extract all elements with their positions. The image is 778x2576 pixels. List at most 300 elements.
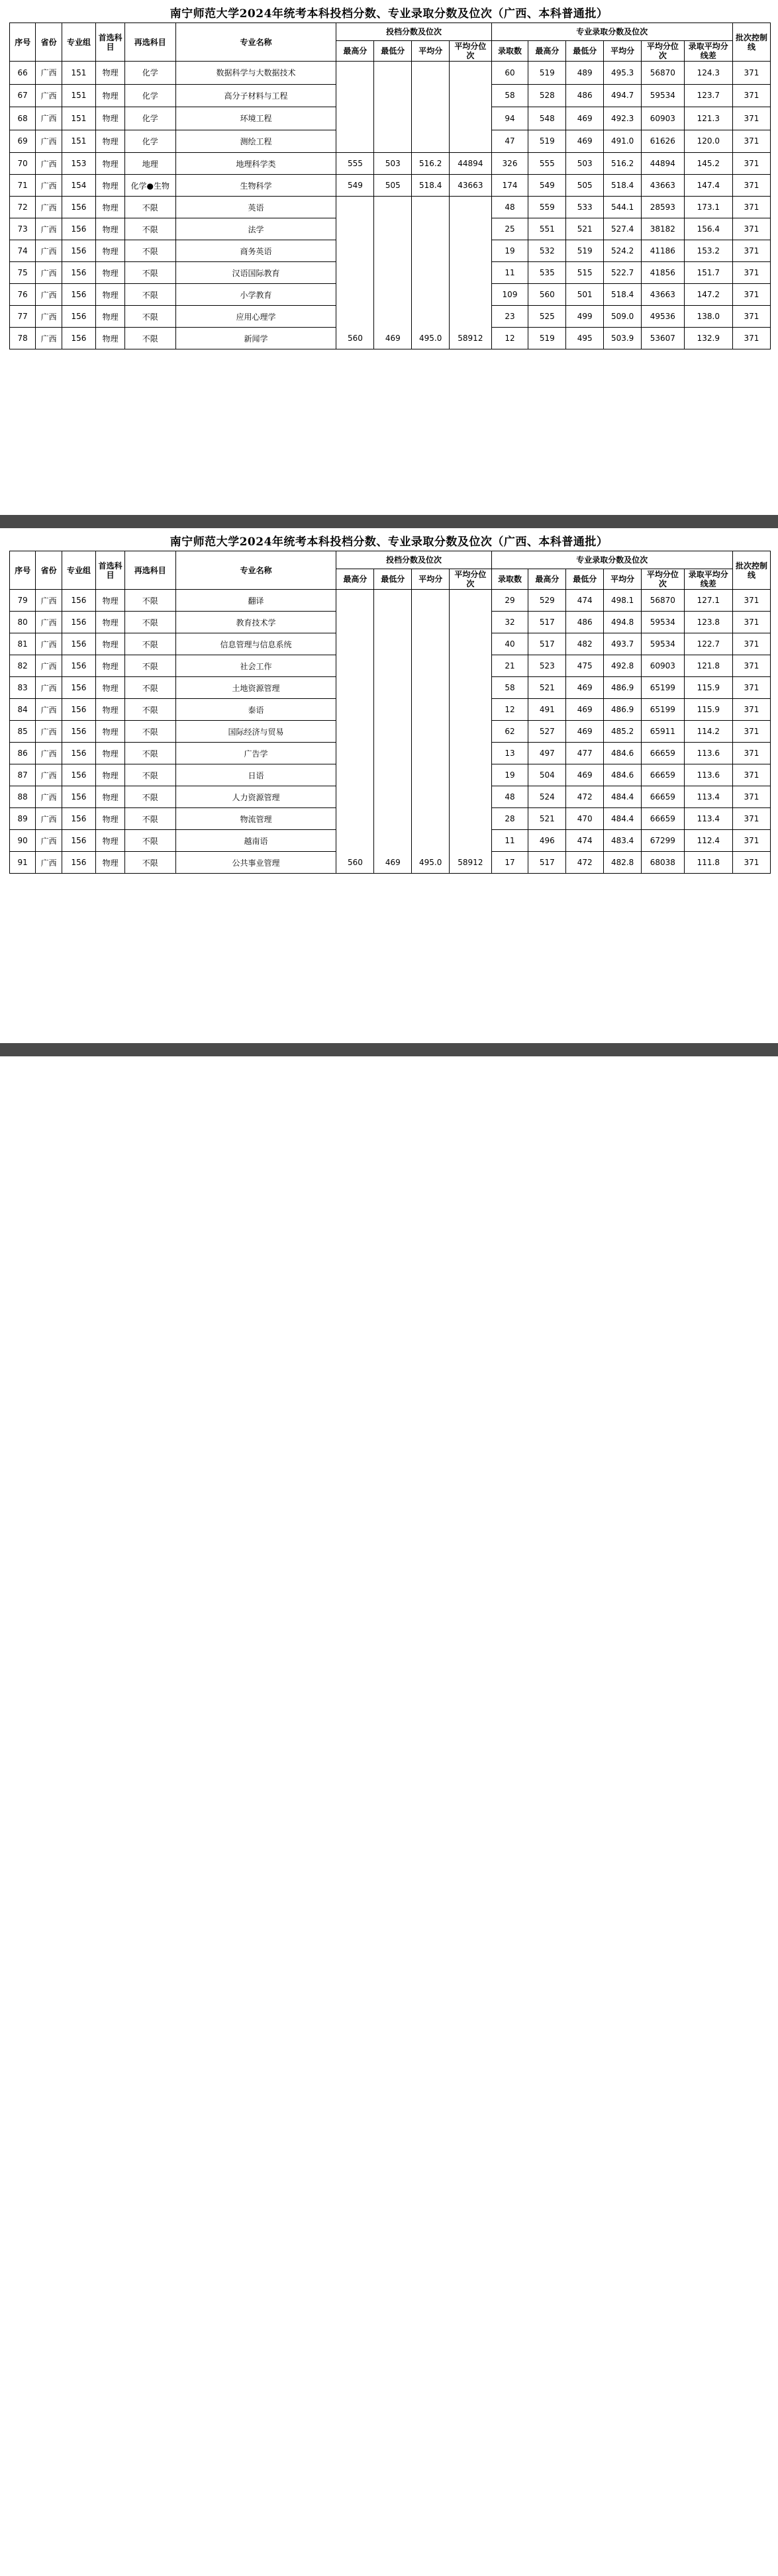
cell-toudang-tmx: 560: [336, 197, 374, 349]
cell-major: 英语: [175, 197, 336, 218]
cell-avg: 486.9: [604, 677, 642, 699]
cell-max: 548: [528, 107, 566, 130]
cell-max: 491: [528, 699, 566, 721]
cell-count: 12: [491, 699, 528, 721]
cell-second-subject: 地理: [124, 153, 175, 175]
cell-avg: 516.2: [604, 153, 642, 175]
cell-province: 广西: [36, 743, 62, 764]
cell-control-line: 371: [732, 808, 770, 830]
cell-second-subject: 不限: [124, 633, 175, 655]
cell-second-subject: 不限: [124, 655, 175, 677]
cell-first-subject: 物理: [96, 655, 125, 677]
cell-max: 525: [528, 306, 566, 328]
cell-major: 信息管理与信息系统: [175, 633, 336, 655]
cell-province: 广西: [36, 197, 62, 218]
cell-seq: 76: [10, 284, 36, 306]
cell-avg-rank: 59534: [642, 612, 685, 633]
cell-group: 156: [62, 677, 95, 699]
cell-control-line: 371: [732, 764, 770, 786]
cell-seq: 88: [10, 786, 36, 808]
cell-diff: 114.2: [684, 721, 732, 743]
cell-major: 环境工程: [175, 107, 336, 130]
cell-count: 32: [491, 612, 528, 633]
cell-second-subject: 化学●生物: [124, 175, 175, 197]
cell-max: 528: [528, 84, 566, 107]
header-first: 首选科目: [96, 551, 125, 590]
cell-province: 广西: [36, 808, 62, 830]
cell-major: 生物科学: [175, 175, 336, 197]
header-second: 再选科目: [124, 551, 175, 590]
cell-second-subject: 不限: [124, 262, 175, 284]
cell-toudang-tmx: [336, 62, 374, 153]
cell-diff: 121.3: [684, 107, 732, 130]
cell-toudang-tavg: [412, 62, 450, 153]
cell-min: 501: [566, 284, 604, 306]
cell-avg-rank: 53607: [642, 328, 685, 349]
cell-second-subject: 不限: [124, 677, 175, 699]
cell-seq: 89: [10, 808, 36, 830]
cell-count: 40: [491, 633, 528, 655]
cell-count: 62: [491, 721, 528, 743]
header-major: 专业名称: [175, 551, 336, 590]
document: [0, 0, 778, 1056]
cell-group: 156: [62, 590, 95, 612]
cell-major: 法学: [175, 218, 336, 240]
header-min: 最低分: [374, 569, 412, 590]
cell-province: 广西: [36, 852, 62, 874]
cell-seq: 82: [10, 655, 36, 677]
cell-major: 越南语: [175, 830, 336, 852]
cell-major: 小学教育: [175, 284, 336, 306]
cell-min: 521: [566, 218, 604, 240]
cell-max: 521: [528, 808, 566, 830]
cell-min: 469: [566, 721, 604, 743]
cell-seq: 70: [10, 153, 36, 175]
cell-count: 17: [491, 852, 528, 874]
cell-group: 156: [62, 743, 95, 764]
header-avg_rank2: 平均分位次: [642, 569, 685, 590]
cell-first-subject: 物理: [96, 830, 125, 852]
cell-major: 应用心理学: [175, 306, 336, 328]
header-toudang: 投档分数及位次: [336, 551, 491, 569]
cell-seq: 73: [10, 218, 36, 240]
cell-control-line: 371: [732, 197, 770, 218]
cell-min: 495: [566, 328, 604, 349]
cell-avg-rank: 43663: [642, 284, 685, 306]
cell-max: 524: [528, 786, 566, 808]
cell-avg-rank: 66659: [642, 764, 685, 786]
cell-first-subject: 物理: [96, 240, 125, 262]
cell-second-subject: 不限: [124, 197, 175, 218]
cell-second-subject: 不限: [124, 830, 175, 852]
cell-seq: 84: [10, 699, 36, 721]
table-row: [10, 153, 771, 175]
cell-seq: 68: [10, 107, 36, 130]
cell-second-subject: 不限: [124, 284, 175, 306]
cell-province: 广西: [36, 107, 62, 130]
cell-diff: 113.6: [684, 743, 732, 764]
cell-first-subject: 物理: [96, 197, 125, 218]
cell-avg: 484.6: [604, 764, 642, 786]
header-avg: 平均分: [412, 569, 450, 590]
cell-count: 13: [491, 743, 528, 764]
cell-min: 482: [566, 633, 604, 655]
cell-diff: 123.8: [684, 612, 732, 633]
cell-diff: 121.8: [684, 655, 732, 677]
table-row: [10, 197, 771, 218]
cell-control-line: 371: [732, 655, 770, 677]
cell-diff: 112.4: [684, 830, 732, 852]
cell-second-subject: 不限: [124, 786, 175, 808]
cell-avg: 482.8: [604, 852, 642, 874]
cell-min: 519: [566, 240, 604, 262]
cell-control-line: 371: [732, 633, 770, 655]
cell-major: 公共事业管理: [175, 852, 336, 874]
cell-avg-rank: 59534: [642, 84, 685, 107]
cell-major: 教育技术学: [175, 612, 336, 633]
cell-control-line: 371: [732, 699, 770, 721]
cell-count: 174: [491, 175, 528, 197]
cell-avg-rank: 41856: [642, 262, 685, 284]
cell-avg-rank: 65199: [642, 699, 685, 721]
cell-max: 496: [528, 830, 566, 852]
cell-max: 517: [528, 633, 566, 655]
cell-max: 519: [528, 130, 566, 153]
cell-first-subject: 物理: [96, 808, 125, 830]
cell-control-line: 371: [732, 240, 770, 262]
cell-second-subject: 不限: [124, 852, 175, 874]
cell-max: 559: [528, 197, 566, 218]
cell-max: 519: [528, 328, 566, 349]
cell-province: 广西: [36, 590, 62, 612]
cell-avg: 492.3: [604, 107, 642, 130]
cell-toudang-tmn: 469: [374, 197, 412, 349]
cell-max: 529: [528, 590, 566, 612]
cell-avg: 495.3: [604, 62, 642, 85]
cell-avg-rank: 65199: [642, 677, 685, 699]
cell-group: 156: [62, 306, 95, 328]
cell-first-subject: 物理: [96, 328, 125, 349]
cell-avg-rank: 66659: [642, 808, 685, 830]
cell-min: 474: [566, 830, 604, 852]
cell-control-line: 371: [732, 590, 770, 612]
header-avg_rank: 平均分位次: [450, 569, 491, 590]
cell-first-subject: 物理: [96, 699, 125, 721]
cell-seq: 66: [10, 62, 36, 85]
cell-second-subject: 不限: [124, 721, 175, 743]
cell-count: 25: [491, 218, 528, 240]
header-luqu: 专业录取分数及位次: [491, 23, 732, 41]
cell-seq: 90: [10, 830, 36, 852]
cell-min: 499: [566, 306, 604, 328]
cell-max: 517: [528, 612, 566, 633]
cell-avg-rank: 61626: [642, 130, 685, 153]
cell-diff: 173.1: [684, 197, 732, 218]
cell-count: 326: [491, 153, 528, 175]
cell-province: 广西: [36, 721, 62, 743]
cell-second-subject: 化学: [124, 107, 175, 130]
cell-avg-rank: 59534: [642, 633, 685, 655]
header-first: 首选科目: [96, 23, 125, 62]
cell-diff: 120.0: [684, 130, 732, 153]
header-max2: 最高分: [528, 41, 566, 62]
cell-group: 156: [62, 240, 95, 262]
cell-control-line: 371: [732, 262, 770, 284]
cell-diff: 147.2: [684, 284, 732, 306]
cell-diff: 147.4: [684, 175, 732, 197]
cell-first-subject: 物理: [96, 306, 125, 328]
cell-avg-rank: 60903: [642, 107, 685, 130]
cell-avg: 486.9: [604, 699, 642, 721]
cell-avg: 522.7: [604, 262, 642, 284]
cell-control-line: 371: [732, 175, 770, 197]
header-avg2: 平均分: [604, 41, 642, 62]
header-count: 录取数: [491, 41, 528, 62]
cell-first-subject: 物理: [96, 153, 125, 175]
cell-major: 翻译: [175, 590, 336, 612]
cell-major: 商务英语: [175, 240, 336, 262]
cell-max: 551: [528, 218, 566, 240]
cell-diff: 156.4: [684, 218, 732, 240]
cell-toudang-trank: 58912: [450, 197, 491, 349]
cell-seq: 79: [10, 590, 36, 612]
cell-province: 广西: [36, 306, 62, 328]
cell-first-subject: 物理: [96, 633, 125, 655]
cell-diff: 113.6: [684, 764, 732, 786]
cell-toudang-tavg: 518.4: [412, 175, 450, 197]
cell-count: 19: [491, 764, 528, 786]
table-row: [10, 175, 771, 197]
cell-group: 156: [62, 699, 95, 721]
cell-seq: 74: [10, 240, 36, 262]
cell-group: 156: [62, 786, 95, 808]
cell-count: 47: [491, 130, 528, 153]
cell-count: 109: [491, 284, 528, 306]
cell-min: 472: [566, 786, 604, 808]
cell-diff: 145.2: [684, 153, 732, 175]
cell-major: 日语: [175, 764, 336, 786]
table-row: [10, 590, 771, 612]
cell-toudang-tmn: 505: [374, 175, 412, 197]
cell-min: 477: [566, 743, 604, 764]
cell-control-line: 371: [732, 62, 770, 85]
cell-min: 505: [566, 175, 604, 197]
cell-avg-rank: 60903: [642, 655, 685, 677]
cell-group: 156: [62, 328, 95, 349]
cell-diff: 115.9: [684, 677, 732, 699]
cell-seq: 81: [10, 633, 36, 655]
cell-seq: 77: [10, 306, 36, 328]
cell-province: 广西: [36, 612, 62, 633]
cell-control-line: 371: [732, 721, 770, 743]
cell-first-subject: 物理: [96, 852, 125, 874]
header-ctrl: 批次控制线: [732, 551, 770, 590]
cell-diff: 138.0: [684, 306, 732, 328]
cell-group: 156: [62, 808, 95, 830]
cell-first-subject: 物理: [96, 130, 125, 153]
header-min2: 最低分: [566, 569, 604, 590]
cell-count: 28: [491, 808, 528, 830]
cell-second-subject: 不限: [124, 808, 175, 830]
cell-toudang-tmx: 549: [336, 175, 374, 197]
cell-avg-rank: 56870: [642, 62, 685, 85]
cell-second-subject: 化学: [124, 62, 175, 85]
header-seq: 序号: [10, 551, 36, 590]
cell-diff: 127.1: [684, 590, 732, 612]
cell-province: 广西: [36, 240, 62, 262]
cell-count: 29: [491, 590, 528, 612]
cell-avg-rank: 56870: [642, 590, 685, 612]
cell-major: 社会工作: [175, 655, 336, 677]
cell-max: 532: [528, 240, 566, 262]
cell-max: 497: [528, 743, 566, 764]
cell-first-subject: 物理: [96, 175, 125, 197]
cell-province: 广西: [36, 84, 62, 107]
cell-first-subject: 物理: [96, 786, 125, 808]
cell-min: 472: [566, 852, 604, 874]
cell-seq: 91: [10, 852, 36, 874]
cell-seq: 80: [10, 612, 36, 633]
cell-major: 测绘工程: [175, 130, 336, 153]
cell-group: 151: [62, 107, 95, 130]
cell-first-subject: 物理: [96, 262, 125, 284]
cell-avg-rank: 43663: [642, 175, 685, 197]
cell-control-line: 371: [732, 786, 770, 808]
cell-toudang-trank: [450, 62, 491, 153]
cell-seq: 71: [10, 175, 36, 197]
cell-second-subject: 不限: [124, 590, 175, 612]
cell-toudang-tmn: 469: [374, 590, 412, 874]
cell-major: 物流管理: [175, 808, 336, 830]
cell-count: 21: [491, 655, 528, 677]
cell-diff: 132.9: [684, 328, 732, 349]
header-min2: 最低分: [566, 41, 604, 62]
cell-max: 504: [528, 764, 566, 786]
header-group: 专业组: [62, 23, 95, 62]
page-divider: [0, 515, 778, 528]
cell-group: 156: [62, 633, 95, 655]
cell-avg: 491.0: [604, 130, 642, 153]
cell-avg: 484.4: [604, 808, 642, 830]
header-max: 最高分: [336, 569, 374, 590]
cell-control-line: 371: [732, 852, 770, 874]
cell-group: 156: [62, 612, 95, 633]
cell-max: 519: [528, 62, 566, 85]
page-divider: [0, 1043, 778, 1056]
cell-first-subject: 物理: [96, 677, 125, 699]
cell-group: 156: [62, 852, 95, 874]
header-second: 再选科目: [124, 23, 175, 62]
cell-control-line: 371: [732, 743, 770, 764]
cell-avg-rank: 38182: [642, 218, 685, 240]
cell-control-line: 371: [732, 218, 770, 240]
header-province: 省份: [36, 23, 62, 62]
cell-first-subject: 物理: [96, 764, 125, 786]
cell-group: 153: [62, 153, 95, 175]
header-avg_rank2: 平均分位次: [642, 41, 685, 62]
cell-first-subject: 物理: [96, 721, 125, 743]
cell-control-line: 371: [732, 284, 770, 306]
cell-major: 数据科学与大数据技术: [175, 62, 336, 85]
cell-avg-rank: 28593: [642, 197, 685, 218]
cell-avg: 494.7: [604, 84, 642, 107]
cell-province: 广西: [36, 262, 62, 284]
cell-min: 469: [566, 764, 604, 786]
cell-seq: 72: [10, 197, 36, 218]
cell-toudang-trank: 44894: [450, 153, 491, 175]
cell-count: 23: [491, 306, 528, 328]
cell-min: 515: [566, 262, 604, 284]
cell-province: 广西: [36, 655, 62, 677]
cell-province: 广西: [36, 677, 62, 699]
cell-avg: 518.4: [604, 175, 642, 197]
cell-avg: 498.1: [604, 590, 642, 612]
cell-province: 广西: [36, 218, 62, 240]
cell-first-subject: 物理: [96, 107, 125, 130]
cell-avg-rank: 68038: [642, 852, 685, 874]
cell-second-subject: 不限: [124, 306, 175, 328]
cell-avg: 493.7: [604, 633, 642, 655]
cell-second-subject: 不限: [124, 612, 175, 633]
cell-count: 94: [491, 107, 528, 130]
cell-diff: 153.2: [684, 240, 732, 262]
cell-avg: 527.4: [604, 218, 642, 240]
cell-group: 156: [62, 830, 95, 852]
cell-group: 156: [62, 721, 95, 743]
cell-seq: 86: [10, 743, 36, 764]
cell-control-line: 371: [732, 130, 770, 153]
cell-min: 469: [566, 677, 604, 699]
cell-first-subject: 物理: [96, 84, 125, 107]
cell-count: 11: [491, 830, 528, 852]
cell-major: 人力资源管理: [175, 786, 336, 808]
cell-min: 503: [566, 153, 604, 175]
cell-first-subject: 物理: [96, 284, 125, 306]
cell-toudang-tavg: 495.0: [412, 590, 450, 874]
cell-diff: 115.9: [684, 699, 732, 721]
cell-toudang-tmx: 560: [336, 590, 374, 874]
cell-second-subject: 化学: [124, 84, 175, 107]
cell-second-subject: 不限: [124, 743, 175, 764]
cell-max: 535: [528, 262, 566, 284]
cell-first-subject: 物理: [96, 743, 125, 764]
cell-second-subject: 不限: [124, 764, 175, 786]
cell-avg-rank: 41186: [642, 240, 685, 262]
page-title: 南宁师范大学2024年统考本科投档分数、专业录取分数及位次（广西、本科普通批）: [170, 7, 608, 21]
cell-diff: 124.3: [684, 62, 732, 85]
cell-toudang-tmn: 503: [374, 153, 412, 175]
cell-province: 广西: [36, 175, 62, 197]
cell-min: 470: [566, 808, 604, 830]
cell-min: 469: [566, 107, 604, 130]
cell-avg-rank: 66659: [642, 743, 685, 764]
cell-count: 58: [491, 677, 528, 699]
cell-count: 12: [491, 328, 528, 349]
admission-table: [9, 551, 771, 874]
header-min: 最低分: [374, 41, 412, 62]
cell-control-line: 371: [732, 328, 770, 349]
cell-province: 广西: [36, 830, 62, 852]
cell-first-subject: 物理: [96, 218, 125, 240]
header-count: 录取数: [491, 569, 528, 590]
cell-control-line: 371: [732, 830, 770, 852]
cell-max: 555: [528, 153, 566, 175]
admission-table: [9, 23, 771, 349]
cell-control-line: 371: [732, 84, 770, 107]
cell-min: 486: [566, 612, 604, 633]
cell-second-subject: 不限: [124, 218, 175, 240]
cell-first-subject: 物理: [96, 612, 125, 633]
